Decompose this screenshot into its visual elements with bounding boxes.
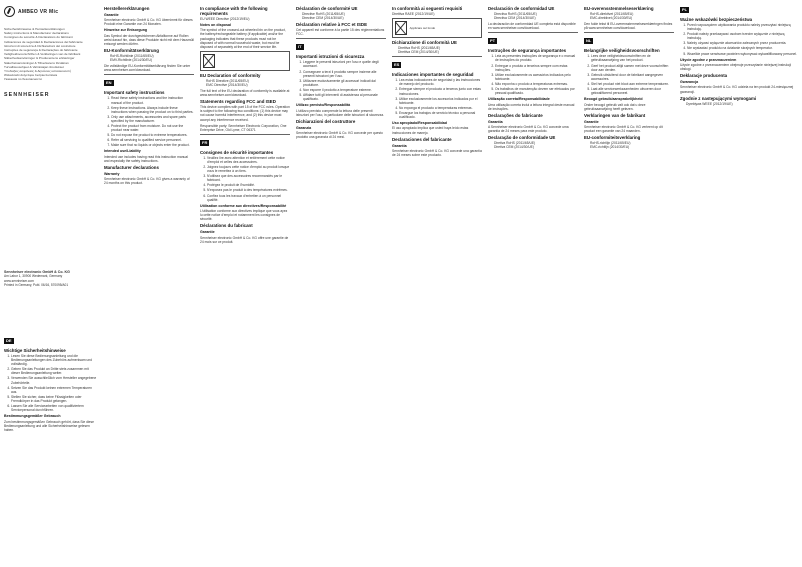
subheading: Garantie — [200, 230, 215, 235]
subheading: Garantie — [584, 119, 599, 124]
list-item: 4. Stel het product niet bloot aan extreme temperaturen. — [591, 82, 674, 86]
list-item: 5. Stellen Sie sicher, dass keine Flüssigkeiten oder Fremdkörper in das Produkt gelangen. — [11, 395, 98, 403]
heading: EU-Konformitätserklärung — [104, 48, 159, 54]
directive-list — [296, 12, 386, 20]
toc-item: Istruzioni di sicurezza & Dichiarazioni del costruttore — [4, 43, 76, 48]
subheading: Notes on disposal — [200, 23, 231, 28]
list-item: Directive CEM (2014/30/UE) — [302, 16, 344, 21]
list-item: 5. Do not expose the product to extreme temperatures. — [111, 133, 194, 137]
list-item: 4. Setzen Sie das Produkt keinen extremen Temperaturen aus. — [11, 386, 98, 394]
toc-item: Sikkerhedsanvisninger & Producentens erklæringer — [4, 56, 75, 61]
list-item: 2. Geef het product altijd samen met deze voorschriften door aan derden. — [591, 64, 674, 72]
safety-list — [4, 354, 98, 412]
paragraph: L'utilisation conforme aux directives implique que vous ayez lu cette notice d'emploi et notamment les consignes de sécurité. — [200, 209, 288, 222]
paragraph: El uso apropiado implica que usted haya leído estas instrucciones de manejo. — [392, 126, 469, 135]
toc-item: Säkerhetsanvisningar & Tillverkarens försäkran — [4, 60, 69, 65]
column-it-es — [392, 4, 482, 564]
heading: Declaraciones del fabricante — [392, 136, 452, 142]
list-item: 6. Refer all servicing to qualified service personnel. — [111, 138, 194, 142]
column-de-declarations — [104, 4, 194, 564]
directive-list — [488, 141, 578, 149]
weee-note: Applicare sul fondo — [409, 25, 436, 30]
list-item: 4. Protégez le produit de l'humidité. — [207, 183, 290, 187]
toc-item: Wskazówki dotyczące bezpieczeństwa — [4, 73, 58, 78]
safety-list — [104, 96, 194, 147]
subheading: Intended use/Liability — [104, 149, 141, 154]
heading: EU Declaration of conformity — [200, 72, 261, 78]
paragraph: Den fulde tekst til EU-overensstemmelseserklæringen findes på www.sennheiser.com/download. — [584, 22, 673, 31]
list-item: 1. Lesen Sie diese Bedienungsanleitung und die Bedienungsanleitungen des Zubehörs aufmerksam und vollständig. — [11, 354, 98, 366]
paragraph: Sennheiser electronic GmbH & Co. KG concede una garantía de 24 meses sobre este producto. — [392, 148, 482, 157]
list-item: 3. Utilice exclusivamente los accesorios indicados por el fabricante. — [399, 97, 482, 105]
list-item: RoHS-direktivet (2011/65/EU) — [590, 12, 634, 16]
paragraph: Zum bestimmungsgemäßen Gebrauch gehört, dass Sie diese Bedienungsanleitung und alle Sicherheitshinweise gelesen haben. — [4, 419, 94, 432]
safety-list — [200, 156, 290, 202]
subheading: Hinweise zur Entsorgung — [104, 28, 148, 33]
cover-header — [4, 6, 100, 17]
safety-list — [584, 54, 674, 95]
list-item: 1. Veuillez lire avec attention et entièrement cette notice d'emploi et celles des accessoires. — [207, 156, 290, 164]
heading: Indicaciones importantes de seguridad — [392, 72, 474, 78]
heading: Important safety instructions — [104, 90, 165, 96]
paragraph: Cet appareil est conforme à la partie 15 des réglementations FCC. — [296, 28, 385, 37]
heading: Déclarations du fabricant — [200, 223, 253, 229]
directive-list — [584, 12, 674, 20]
weee-notice — [392, 18, 482, 38]
paragraph: Sennheiser electronic GmbH & Co. KG verleent op dit product een garantie van 24 maanden. — [584, 125, 663, 134]
paragraph: Sennheiser electronic GmbH & Co. KG gives a warranty of 24 months on this product. — [104, 177, 190, 186]
list-item: 6. Lassen Sie alle Servicearbeiten von qualifiziertem Servicepersonal durchführen. — [11, 404, 98, 412]
list-item: 2. Joignez toujours cette notice d'emploi au produit lorsque vous le remettez à un tiers. — [207, 165, 290, 173]
toc-item: Υποδείξεις ασφαλείας & Δηλώσεις κατασκευαστή — [4, 69, 71, 74]
paragraph: Użycie zgodne z przeznaczeniem obejmuje przeczytanie niniejszej instrukcji obsługi. — [680, 62, 792, 72]
brand-wordmark: SENNHEISER — [4, 91, 50, 98]
list-item: 7. Make sure that no liquids or objects enter the product. — [111, 143, 194, 147]
paragraph: Das Symbol der durchgestrichenen Abfalltonne auf Rollen weist darauf hin, dass diese Produkte nicht mit dem Hausmüll entsorgt werden dürfen. — [104, 33, 194, 46]
language-tag-nl: NL — [586, 38, 592, 44]
list-item: 2. Entregue siempre el producto a terceros junto con estas instrucciones. — [399, 87, 482, 95]
divider — [488, 32, 578, 33]
column-pl — [680, 4, 798, 564]
paragraph: Sennheiser electronic GmbH & Co. KG udziela na ten produkt 24-miesięcznej gwarancji. — [680, 85, 794, 94]
list-item: EMC-direktivet (2014/30/EU) — [590, 16, 633, 21]
paragraph: Responsible party: Sennheiser Electronic Corporation, One Enterprise Drive, Old Lyme, CT 06371 — [200, 123, 287, 132]
list-item: 6. Confiez tous les travaux d'entretien à un personnel qualifié. — [207, 194, 290, 202]
paragraph: The symbol of the crossed-out wheeled bin on the product, the battery/rechargeable battery (if applicable) and/or the packaging indicates that these products must not be disposed of with normal household waste, but must be disposed of separately at the end of their service life. — [200, 28, 286, 49]
heading: Importanti istruzioni di sicurezza — [296, 54, 365, 60]
list-item: Directive RoHS (2011/65/UE) — [302, 12, 345, 16]
toc-item: Turvallisuusohjeet & Valmistajan ilmoitukset — [4, 64, 64, 69]
directive-list — [200, 79, 290, 87]
crossed-bin-icon — [395, 21, 407, 35]
company-name: Sennheiser electronic GmbH & Co. KG — [4, 270, 70, 274]
list-item: EMC Directive (2014/30/EU) — [206, 82, 248, 87]
heading: Belangrijke veiligheidsvoorschriften — [584, 48, 660, 54]
list-item: 3. Verwenden Sie ausschließlich vom Hersteller angegebene Zubehörteile. — [11, 376, 98, 384]
language-tag-pt: PT — [490, 38, 496, 44]
list-item: 2. Produkt należy przekazywać osobom trzecim wyłącznie z niniejszą instrukcją. — [687, 32, 798, 40]
language-tag-en: EN — [106, 80, 112, 86]
table-of-contents — [4, 27, 100, 82]
paragraph: Sennheiser electronic GmbH & Co. KG übernimmt für dieses Produkt eine Garantie von 24 Monaten. — [104, 18, 193, 27]
toc-item: Indicaciones de seguridad & Declaraciones del fabricante — [4, 39, 83, 44]
list-item: Diretiva RoHS (2011/65/UE) — [494, 141, 536, 146]
subheading: Utilização correta/Responsabilidade — [488, 97, 550, 102]
heading: Declarações do fabricante — [488, 112, 543, 118]
language-tag-fr: FR — [202, 139, 208, 145]
subheading: Beoogd gebruik/aansprakelijkheid — [584, 97, 643, 102]
toc-item: Consignes de sécurité & Déclarations du fabricant — [4, 35, 73, 40]
address-line: Am Labor 1, 30900 Wedemark, Germany — [4, 274, 63, 279]
list-item: 5. Os trabalhos de manutenção devem ser efetuados por pessoal qualificado. — [495, 87, 578, 95]
heading: Déclaration de conformité UE — [296, 6, 358, 11]
subheading: Warranty — [104, 171, 120, 176]
divider — [392, 56, 482, 57]
toc-item: Veiligheidsvoorschriften & Verklaringen van de fabrikant — [4, 52, 81, 57]
divider — [296, 38, 386, 39]
heading: Wichtige Sicherheitshinweise — [4, 348, 66, 353]
list-item: Diretiva CEM (2014/30/UE) — [494, 145, 534, 150]
heading: Declaração de conformidade UE — [488, 135, 556, 141]
safety-list — [392, 78, 482, 119]
paragraph: A Sennheiser electronic GmbH & Co. KG concede uma garantia de 24 meses para este produto. — [488, 125, 569, 134]
divider — [584, 32, 674, 33]
heading: EU-overensstemmelseserklæring — [584, 6, 654, 11]
paragraph: Die vollständige EU-Konformitätserklärung finden Sie unter www.sennheiser.com/download. — [104, 64, 191, 73]
heading: Déclaration relative à FCC et ISDE — [296, 22, 368, 28]
subheading: Utilisation conforme aux directives/Responsabilité — [200, 203, 287, 208]
subheading: Garantia — [488, 119, 503, 124]
list-item: 4. Protect the product from moisture. Do not use the product near water. — [111, 124, 194, 132]
column-fr-it — [296, 4, 386, 564]
list-item: 1. Lea estas indicaciones de seguridad y las instrucciones de manejo del producto. — [399, 78, 482, 86]
list-item: 4. Não exponha o produto a temperaturas extremas. — [495, 82, 578, 86]
divider — [104, 74, 194, 75]
heading: Zgodnie z następującymi wymogami — [680, 95, 757, 101]
list-item: Directiva RoHS (2011/65/UE) — [494, 12, 537, 16]
subheading: Uso apropiado/Responsabilidad — [392, 121, 447, 126]
safety-list — [488, 54, 578, 95]
list-item: 1. Przed rozpoczęciem użytkowania produktu należy przeczytać niniejszą instrukcję. — [687, 23, 798, 31]
list-item: 1. Read these safety instructions and the instruction manual of the product. — [111, 96, 194, 104]
model-name: AMBEO VR Mic — [18, 8, 59, 15]
toc-item: Safety instructions & Manufacturer declarations — [4, 31, 69, 36]
list-item: Dyrektywa WEEE (2012/19/UE) — [686, 101, 733, 106]
paragraph: EU WEEE Directive (2012/19/EU) — [200, 17, 250, 21]
column-de — [4, 335, 98, 563]
directive-list — [680, 102, 798, 106]
toc-item: Instruções de segurança & Declarações do fabricante — [4, 48, 78, 53]
list-item: RoHS-richtlijn (2011/65/EU) — [590, 141, 631, 146]
list-item: 3. Utilizzare esclusivamente gli accessori indicati dal produttore. — [303, 79, 386, 87]
heading: Declaración de conformidad UE — [488, 6, 555, 11]
list-item: 3. Gebruik uitsluitend door de fabrikant aangegeven accessoires. — [591, 73, 674, 81]
manufacturer-address — [4, 270, 94, 287]
list-item: 2. Geben Sie das Produkt an Dritte stets zusammen mit dieser Bedienungsanleitung weiter. — [11, 367, 98, 375]
paragraph: This device complies with part 15 of the FCC rules. Operation is subject to the following two conditions: (1) this device may not cause harmful interference, and (2) this device must accept any interference received. — [200, 105, 290, 122]
subheading: Użycie zgodne z przeznaczeniem — [680, 57, 737, 62]
list-item: 5. Wszelkie prace serwisowe powinien wykonywać wykwalifikowany personel. — [687, 52, 798, 56]
heading: Statements regarding FCC and ISED — [200, 99, 276, 105]
paragraph: Direttiva RAEE (2012/19/UE) — [392, 12, 435, 16]
subheading: Utilizzo previsto/Responsabilità — [296, 103, 351, 108]
heading: Manufacturer declarations — [104, 164, 159, 170]
paragraph: The full text of the EU declaration of conformity is available at www.sennheiser.com/download. — [200, 89, 290, 98]
safety-list — [296, 60, 386, 101]
heading: EU-conformiteitsverklaring — [584, 135, 641, 141]
list-item: RoHS Directive (2011/65/EU) — [206, 78, 249, 83]
list-item: 2. Entregue o produto a terceiros sempre com estas instruções. — [495, 64, 578, 72]
list-item: 5. Laat alle servicewerkzaamheden uitvoeren door gekwalificeerd personeel. — [591, 87, 674, 95]
paragraph: Onder beoogd gebruik valt ook dat u deze gebruiksaanwijzing heeft gelezen. — [584, 102, 646, 111]
directive-list — [488, 12, 578, 20]
list-item: EMV-Richtlinie (2014/30/EU) — [110, 58, 152, 63]
list-item: 2. Consegnare a terzi il prodotto sempre insieme alle presenti istruzioni per l'uso. — [303, 70, 386, 78]
directive-list — [392, 46, 482, 54]
list-item: 3. Only use attachments, accessories and spare parts specified by the manufacturer. — [111, 115, 194, 123]
column-es-pt — [488, 4, 578, 564]
list-item: 4. Nie wystawiać produktu na działanie skrajnych temperatur. — [687, 46, 798, 50]
sennheiser-logo-icon — [4, 6, 15, 17]
crossed-bin-icon — [203, 54, 215, 68]
language-tag-it: IT — [298, 44, 302, 50]
list-item: 1. Leggere le presenti istruzioni per l'uso e quelle degli accessori. — [303, 60, 386, 68]
heading: Instruções de segurança importantes — [488, 48, 567, 54]
paragraph: La declaración de conformidad UE completa está disponible en www.sennheiser.com/download. — [488, 22, 576, 31]
website: www.sennheiser.com — [4, 278, 34, 283]
subheading: Garantie — [104, 13, 119, 17]
list-item: Directiva CEM (2014/30/UE) — [494, 16, 536, 21]
heading: In compliance with the following requirements — [200, 6, 268, 16]
subheading: Bestimmungsgemäßer Gebrauch — [4, 414, 61, 419]
language-tag-es: ES — [394, 62, 400, 68]
language-tag-de: DE — [6, 338, 12, 343]
list-item: 3. Utilize exclusivamente os acessórios indicados pelo fabricante. — [495, 73, 578, 81]
list-item: Direttiva RoHS (2011/65/UE) — [398, 46, 441, 51]
list-item: RoHS-Richtlinie (2011/65/EU) — [110, 54, 154, 59]
column-da-nl — [584, 4, 674, 564]
heading: Dichiarazione di conformità UE — [392, 40, 457, 46]
subheading: Garanzia — [296, 125, 312, 130]
language-tag-pl: PL — [682, 7, 688, 12]
list-item: EMC-richtlijn (2014/30/EU) — [590, 145, 630, 150]
paragraph: L'utilizzo previsto comprende la lettura delle presenti istruzioni per l'uso, in particolare delle istruzioni di sicurezza. — [296, 108, 385, 117]
column-en-declarations — [200, 4, 290, 564]
print-info: Printed in Germany, Publ. 06/16, 570095/A01 — [4, 282, 69, 287]
paragraph: Intended use includes having read this instruction manual and especially the safety instructions. — [104, 154, 188, 163]
list-item: 1. Leia as presentes instruções de segurança e o manual de instruções do produto. — [495, 54, 578, 62]
safety-list — [680, 23, 798, 56]
heading: Verklaringen van de fabrikant — [584, 112, 646, 118]
list-item: 3. Należy używać wyłącznie akcesoriów zalecanych przez producenta. — [687, 41, 798, 45]
toc-item: Указания по безопасности — [4, 77, 42, 82]
subheading: Garantía — [392, 143, 407, 148]
list-item: 4. Non esporre il prodotto a temperature estreme. — [303, 88, 386, 92]
heading: Ważne wskazówki bezpieczeństwa — [680, 17, 753, 22]
list-item: 5. Encargue los trabajos de servicio técnico a personal cualificado. — [399, 111, 482, 119]
list-item: 5. Affidare tutti gli interventi di assistenza al personale qualificato. — [303, 93, 386, 101]
list-item: 2. Keep these instructions. Always include these instructions when passing the product on to third parties. — [111, 106, 194, 114]
list-item: 4. No exponga el producto a temperaturas extremas. — [399, 106, 482, 110]
weee-notice — [200, 51, 290, 71]
heading: Herstellererklärungen — [104, 6, 150, 11]
subheading: Gwarancja — [680, 80, 699, 85]
paragraph: Sennheiser electronic GmbH & Co. KG concede per questo prodotto una garanzia di 24 mesi. — [296, 131, 383, 140]
heading: Deklaracje producenta — [680, 73, 728, 79]
directive-list — [584, 141, 674, 149]
heading: In conformità ai seguenti requisiti — [392, 6, 463, 11]
toc-item: Sicherheitshinweise & Herstellererklärungen — [4, 27, 65, 31]
paragraph: Uma utilização correta inclui a leitura integral deste manual de instruções. — [488, 102, 575, 111]
divider — [200, 134, 290, 135]
directive-list — [104, 54, 194, 62]
paragraph: Sennheiser electronic GmbH & Co. KG offre une garantie de 24 mois sur ce produit. — [200, 235, 289, 244]
heading: Consignes de sécurité importantes — [200, 149, 274, 155]
list-item: 5. N'exposez pas le produit à des températures extrêmes. — [207, 188, 290, 192]
list-item: 3. N'utilisez que des accessoires recommandés par le fabricant. — [207, 174, 290, 182]
list-item: Direttiva CEM (2014/30/UE) — [398, 50, 439, 55]
heading: Dichiarazioni del costruttore — [296, 118, 356, 124]
list-item: 1. Lees deze veiligheidsvoorschriften en de gebruiksaanwijzing van het product. — [591, 54, 674, 62]
